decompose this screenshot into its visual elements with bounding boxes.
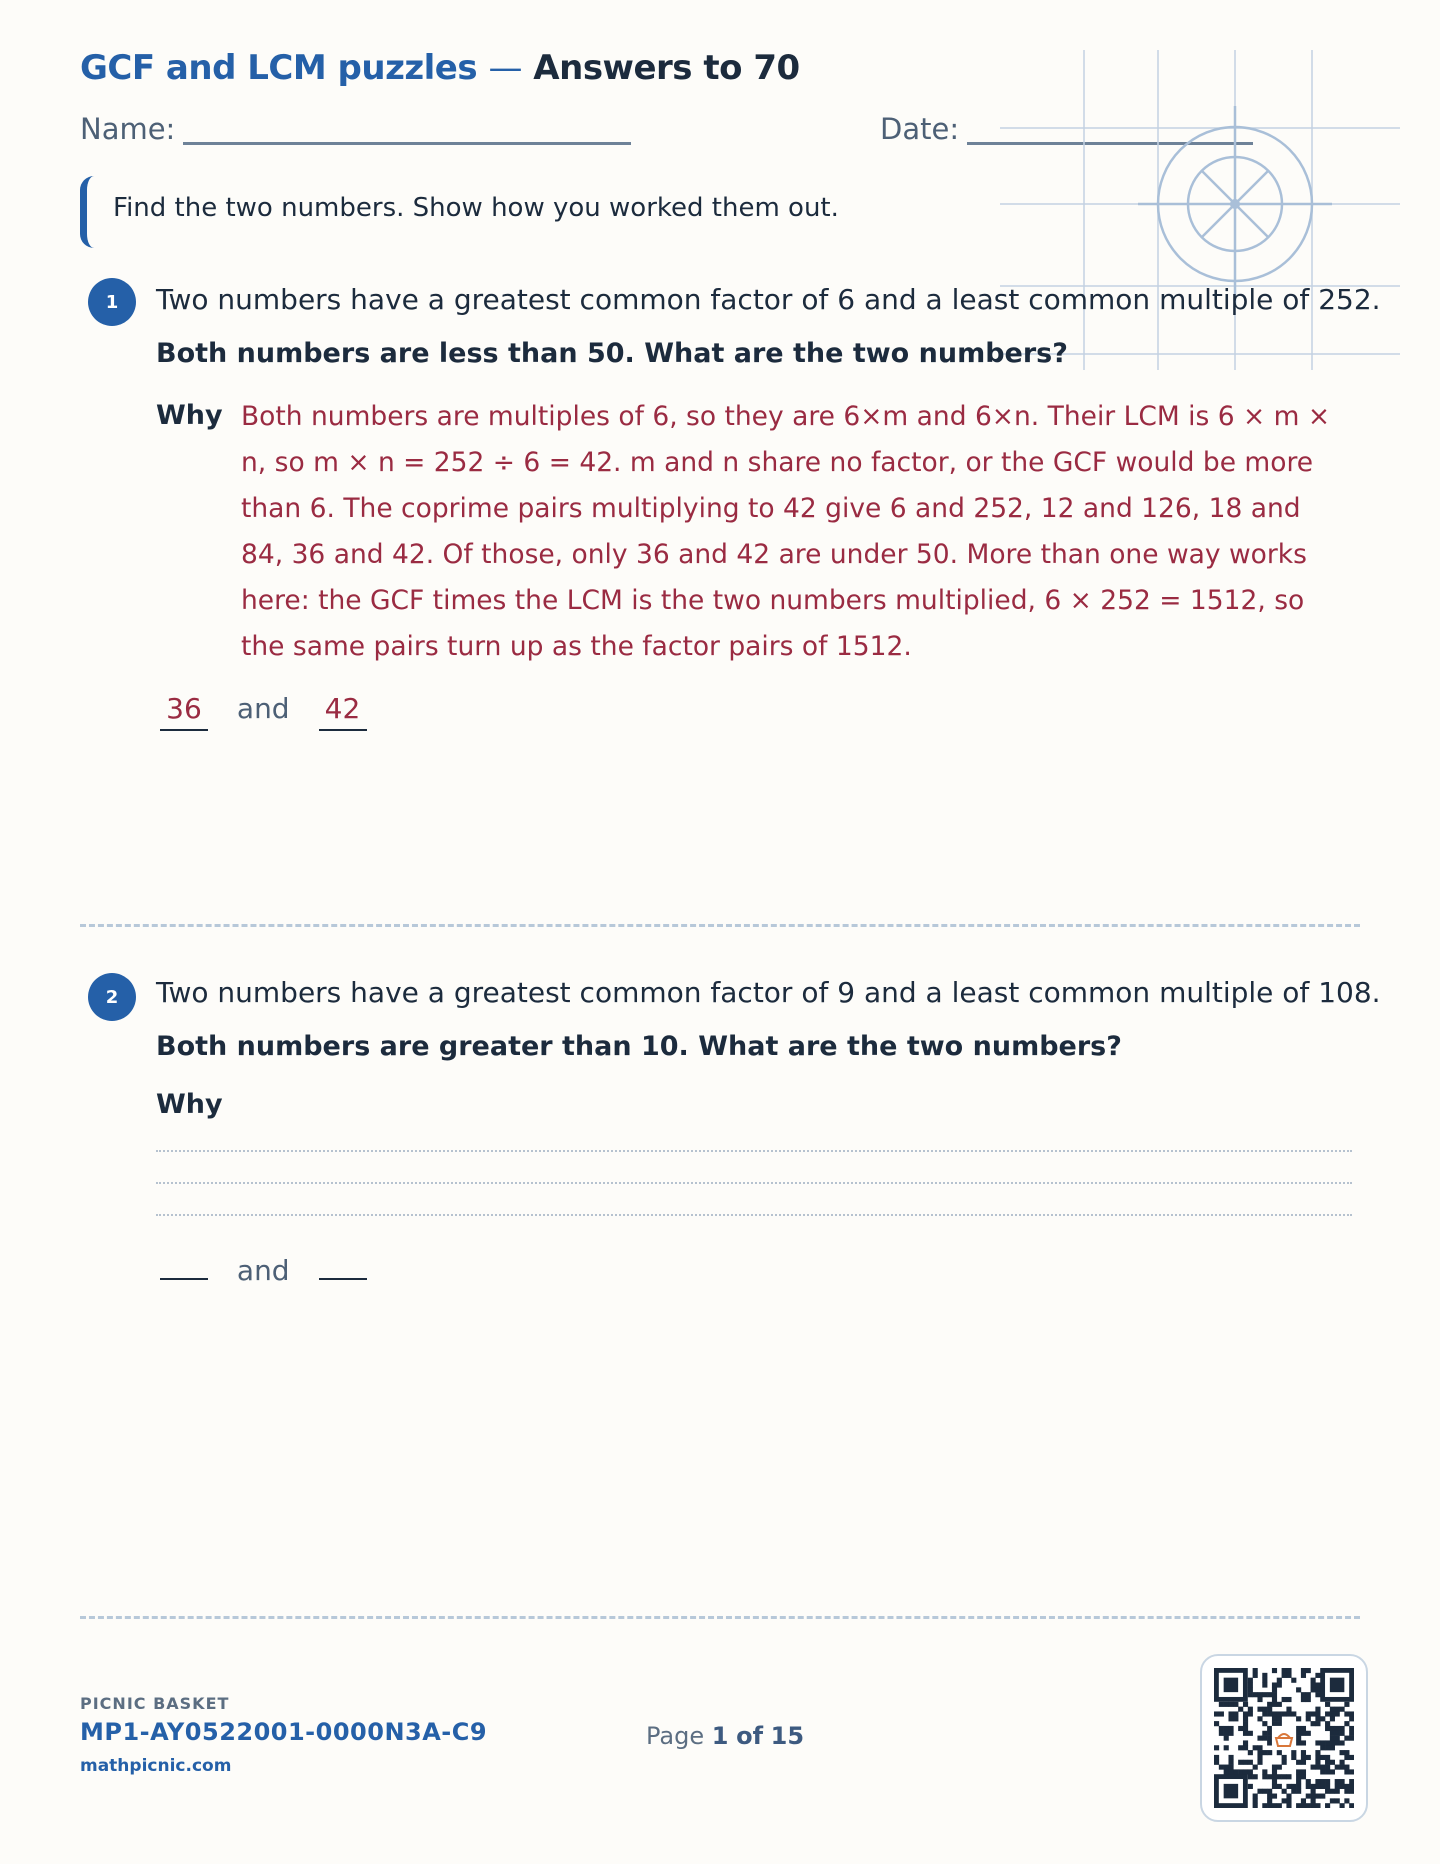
question-2-and-label: and	[236, 1254, 290, 1287]
page-number: Page 1 of 15	[646, 1722, 805, 1750]
footer-code: MP1-AY0522001-0000N3A-C9	[80, 1718, 488, 1746]
question-2-answer-row	[160, 1242, 367, 1287]
qr-code	[1200, 1654, 1368, 1822]
footer-brand: PICNIC BASKET	[80, 1694, 230, 1713]
question-1-answer-a[interactable]: 36	[160, 692, 208, 731]
question-1-answer-row	[160, 692, 367, 731]
instruction-text: Find the two numbers. Show how you worked them out.	[113, 193, 839, 223]
title-topic: GCF and LCM puzzles	[80, 48, 478, 88]
date-label: Date:	[880, 112, 960, 146]
page-title	[80, 48, 800, 88]
question-2-writing-line[interactable]	[156, 1182, 1352, 1184]
instruction-box	[80, 176, 880, 248]
question-2-writing-line[interactable]	[156, 1214, 1352, 1216]
title-separator: —	[488, 48, 522, 88]
target-grid-decoration	[1000, 50, 1400, 370]
question-1-badge: 1	[88, 278, 136, 326]
question-1-why-label: Why	[156, 400, 223, 431]
question-2-answer-b[interactable]	[319, 1242, 367, 1280]
question-2-prompt: Both numbers are greater than 10. What are the two numbers?	[156, 1031, 1122, 1062]
title-subtitle: Answers to 70	[533, 48, 800, 88]
name-line[interactable]	[183, 142, 631, 145]
name-field	[80, 112, 631, 146]
footer-divider	[80, 1616, 1360, 1619]
question-2-writing-line[interactable]	[156, 1150, 1352, 1152]
question-1-and-label: and	[236, 692, 290, 725]
question-2-text: Two numbers have a greatest common factor of 9 and a least common multiple of 108.	[156, 976, 1381, 1009]
question-1-why-answer: Both numbers are multiples of 6, so they are 6×m and 6×n. Their LCM is 6 × m × n, so m × n = 252 ÷ 6 = 42. m and n share no factor, or the GCF would be more than 6. The coprime pairs multiplying to 42 give 6 and 252, 12 and 126, 18 and 84, 36 and 42. Of those, only 36 and 42 are under 50. More than one way works here: the GCF times the LCM is the two numbers multiplied, 6 × 252 = 1512, so the same pairs turn up as the factor pairs of 1512.	[241, 401, 1331, 662]
footer-url[interactable]: mathpicnic.com	[80, 1756, 232, 1776]
question-2-badge: 2	[88, 973, 136, 1021]
question-1-prompt: Both numbers are less than 50. What are the two numbers?	[156, 338, 1068, 369]
question-1-text: Two numbers have a greatest common factor of 6 and a least common multiple of 252.	[156, 283, 1381, 316]
section-divider	[80, 924, 1360, 927]
question-2-answer-a[interactable]	[160, 1242, 208, 1280]
qr-code-icon	[1214, 1668, 1354, 1808]
question-1-answer-b[interactable]: 42	[319, 692, 367, 731]
name-label: Name:	[80, 112, 176, 146]
question-2-why-label: Why	[156, 1089, 223, 1120]
